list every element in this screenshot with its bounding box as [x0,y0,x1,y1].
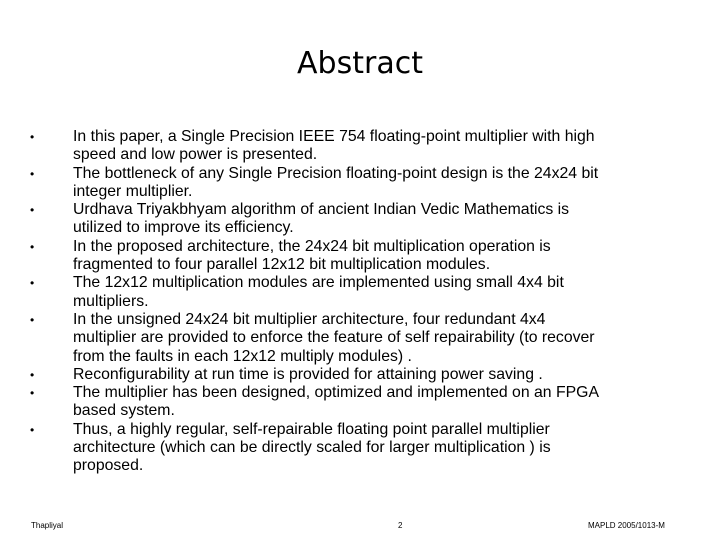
bullet-text-line: In the unsigned 24x24 bit multiplier architecture, four redundant 4x4 [73,310,546,328]
bullet-text-line: In this paper, a Single Precision IEEE 754 floating-point multiplier with high [73,128,595,145]
bullet-text-line: architecture (which can be directly scaled for larger multiplication ) is [73,439,551,457]
footer-page-number: 2 [398,521,403,530]
bullet-text-line: Thus, a highly regular, self-repairable floating point parallel multiplier [73,420,550,438]
footer-author: Thapliyal [31,521,64,530]
bullet-text-line: The bottleneck of any Single Precision floating-point design is the 24x24 bit [73,164,599,182]
slide-title: Abstract [297,46,423,81]
bullet-dot-icon: • [30,166,35,181]
bullet-item [30,128,690,165]
bullet-item [30,421,690,476]
bullet-item [30,165,690,202]
bullet-text-line: based system. [73,402,175,420]
bullet-item [30,311,690,366]
bullet-item [30,238,690,275]
bullet-item [30,201,690,238]
bullet-list [30,128,690,476]
bullet-dot-icon: • [30,239,35,254]
bullet-text-line: The multiplier has been designed, optimized and implemented on an FPGA [73,384,599,402]
bullet-dot-icon: • [30,203,35,218]
bullet-text-line: In the proposed architecture, the 24x24 bit multiplication operation is [73,237,551,255]
bullet-item [30,384,690,421]
bullet-text-line: multipliers. [73,292,149,310]
bullet-dot-icon: • [30,422,35,437]
bullet-item [30,274,690,311]
bullet-item [30,366,690,384]
bullet-dot-icon: • [30,386,35,401]
bullet-dot-icon: • [30,312,35,327]
bullet-dot-icon: • [30,367,35,382]
bullet-text-line: proposed. [73,457,144,475]
bullet-text-line: utilized to improve its efficiency. [73,219,294,237]
bullet-text-line: Reconfigurability at run time is provided for attaining power saving . [73,365,543,383]
footer-reference: MAPLD 2005/1013-M [588,521,665,530]
bullet-text-line: speed and low power is presented. [73,146,318,164]
bullet-text-line: fragmented to four parallel 12x12 bit multiplication modules. [73,256,491,274]
bullet-text-line: Urdhava Triyakbhyam algorithm of ancient Indian Vedic Mathematics is [73,201,570,219]
bullet-dot-icon: • [30,130,35,144]
bullet-text-line: The 12x12 multiplication modules are implemented using small 4x4 bit [73,274,564,292]
bullet-text-line: multiplier are provided to enforce the feature of self repairability (to recover [73,329,595,347]
bullet-text-line: integer multiplier. [73,182,193,200]
bullet-text-line: from the faults in each 12x12 multiply modules) . [73,347,412,365]
bullet-dot-icon: • [30,276,35,291]
